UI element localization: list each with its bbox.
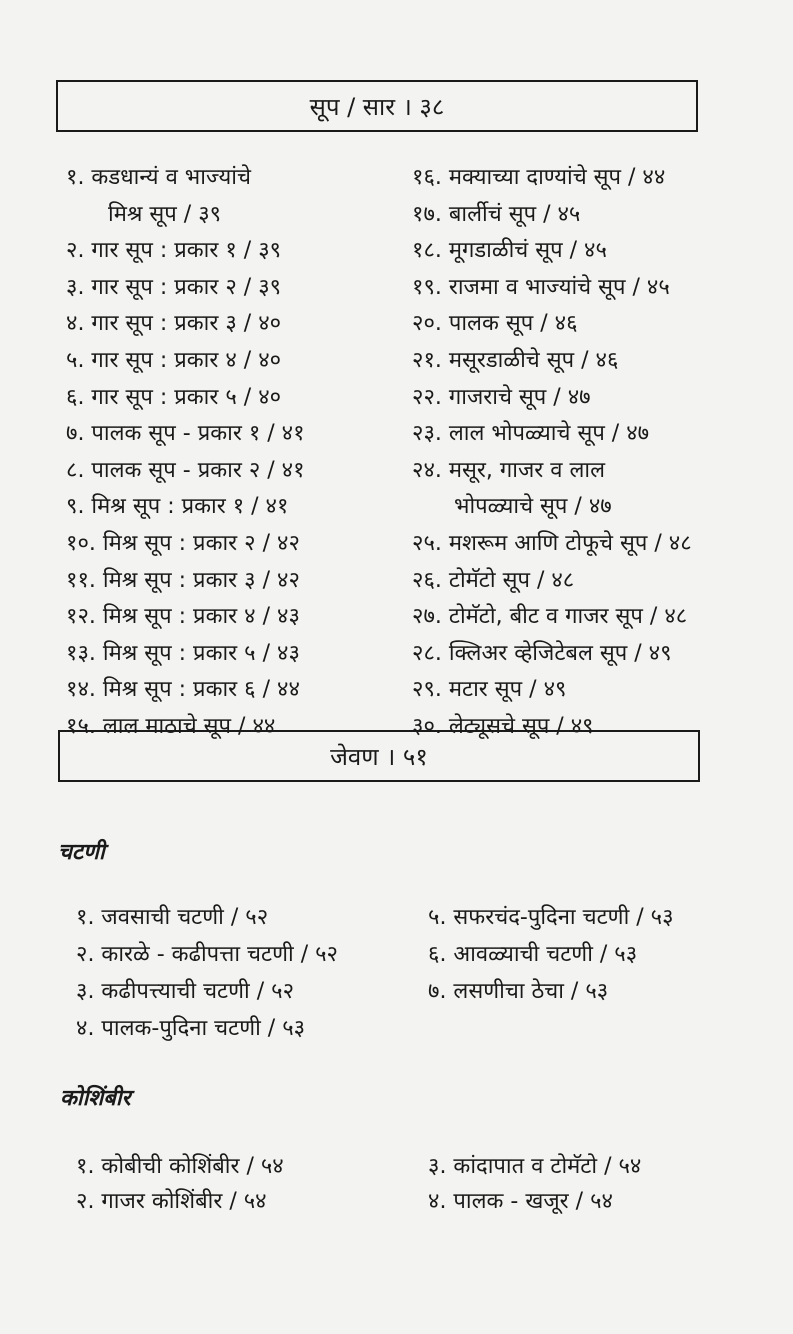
list-item: १. जवसाची चटणी / ५२	[76, 905, 269, 930]
list-item: ३०. लेट्यूसचे सूप / ४९	[412, 713, 594, 739]
meal-section-title-box	[58, 730, 700, 782]
list-item: २३. लाल भोपळ्याचे सूप / ४७	[412, 421, 650, 447]
list-item: ७. लसणीचा ठेचा / ५३	[428, 979, 609, 1004]
list-item: १६. मक्याच्या दाण्यांचे सूप / ४४	[412, 165, 666, 190]
list-item: ४. गार सूप : प्रकार ३ / ४०	[66, 311, 282, 337]
koshimbir-list-left	[76, 1149, 284, 1219]
list-item: १३. मिश्र सूप : प्रकार ५ / ४३	[66, 640, 300, 666]
list-item: ६. आवळ्याची चटणी / ५३	[428, 942, 638, 967]
list-item: ३. कढीपत्त्याची चटणी / ५२	[76, 979, 295, 1004]
list-item-continuation: मिश्र सूप / ३९	[108, 201, 222, 227]
chutney-heading: चटणी	[58, 840, 105, 865]
list-item: १५. लाल माठाचे सूप / ४४	[66, 713, 276, 739]
list-item: ११. मिश्र सूप : प्रकार ३ / ४२	[66, 567, 300, 593]
list-item: ४. पालक - खजूर / ५४	[428, 1189, 613, 1214]
list-item: ३. गार सूप : प्रकार २ / ३९	[66, 274, 282, 300]
list-item: ९. मिश्र सूप : प्रकार १ / ४१	[66, 494, 289, 520]
list-item: १. कडधान्यं व भाज्यांचे	[66, 165, 251, 190]
chutney-list-right	[428, 899, 674, 1010]
list-item: १८. मूगडाळीचं सूप / ४५	[412, 238, 607, 264]
chutney-list-left	[76, 899, 338, 1047]
list-item: २९. मटार सूप / ४९	[412, 677, 567, 703]
list-item: ४. पालक-पुदिना चटणी / ५३	[76, 1016, 306, 1041]
list-item: २. गाजर कोशिंबीर / ५४	[76, 1189, 267, 1214]
list-item: १०. मिश्र सूप : प्रकार २ / ४२	[66, 530, 300, 556]
list-item-continuation: भोपळ्याचे सूप / ४७	[454, 494, 612, 520]
list-item: ३. कांदापात व टोमॅटो / ५४	[428, 1154, 642, 1179]
list-item: २७. टोमॅटो, बीट व गाजर सूप / ४८	[412, 604, 688, 630]
list-item: २५. मशरूम आणि टोफूचे सूप / ४८	[412, 530, 692, 556]
list-item: २१. मसूरडाळीचे सूप / ४६	[412, 347, 619, 373]
list-item: ५. गार सूप : प्रकार ४ / ४०	[66, 347, 282, 373]
koshimbir-list-right	[428, 1149, 641, 1219]
list-item: २. गार सूप : प्रकार १ / ३९	[66, 238, 282, 264]
meal-section-title: जेवण । ५१	[330, 742, 428, 771]
list-item: ६. गार सूप : प्रकार ५ / ४०	[66, 384, 282, 410]
koshimbir-heading: कोशिंबीर	[60, 1086, 131, 1111]
list-item: १४. मिश्र सूप : प्रकार ६ / ४४	[66, 677, 300, 703]
list-item: ८. पालक सूप - प्रकार २ / ४१	[66, 457, 305, 483]
list-item: १. कोबीची कोशिंबीर / ५४	[76, 1154, 284, 1179]
list-item: २८. क्लिअर व्हेजिटेबल सूप / ४९	[412, 640, 672, 666]
list-item: ७. पालक सूप - प्रकार १ / ४१	[66, 421, 305, 447]
soup-section-title-box	[56, 80, 698, 132]
list-item: २. कारळे - कढीपत्ता चटणी / ५२	[76, 942, 338, 967]
soup-list-left	[66, 160, 305, 746]
list-item: २६. टोमॅटो सूप / ४८	[412, 567, 575, 593]
list-item: १७. बार्लीचं सूप / ४५	[412, 201, 581, 227]
list-item: १२. मिश्र सूप : प्रकार ४ / ४३	[66, 604, 300, 630]
soup-section-title: सूप / सार । ३८	[309, 92, 445, 121]
list-item: ५. सफरचंद-पुदिना चटणी / ५३	[428, 905, 674, 930]
soup-list-right	[412, 160, 692, 746]
list-item: २२. गाजराचे सूप / ४७	[412, 384, 591, 410]
list-item: २०. पालक सूप / ४६	[412, 311, 578, 337]
list-item: २४. मसूर, गाजर व लाल	[412, 457, 606, 483]
list-item: १९. राजमा व भाज्यांचे सूप / ४५	[412, 274, 670, 300]
